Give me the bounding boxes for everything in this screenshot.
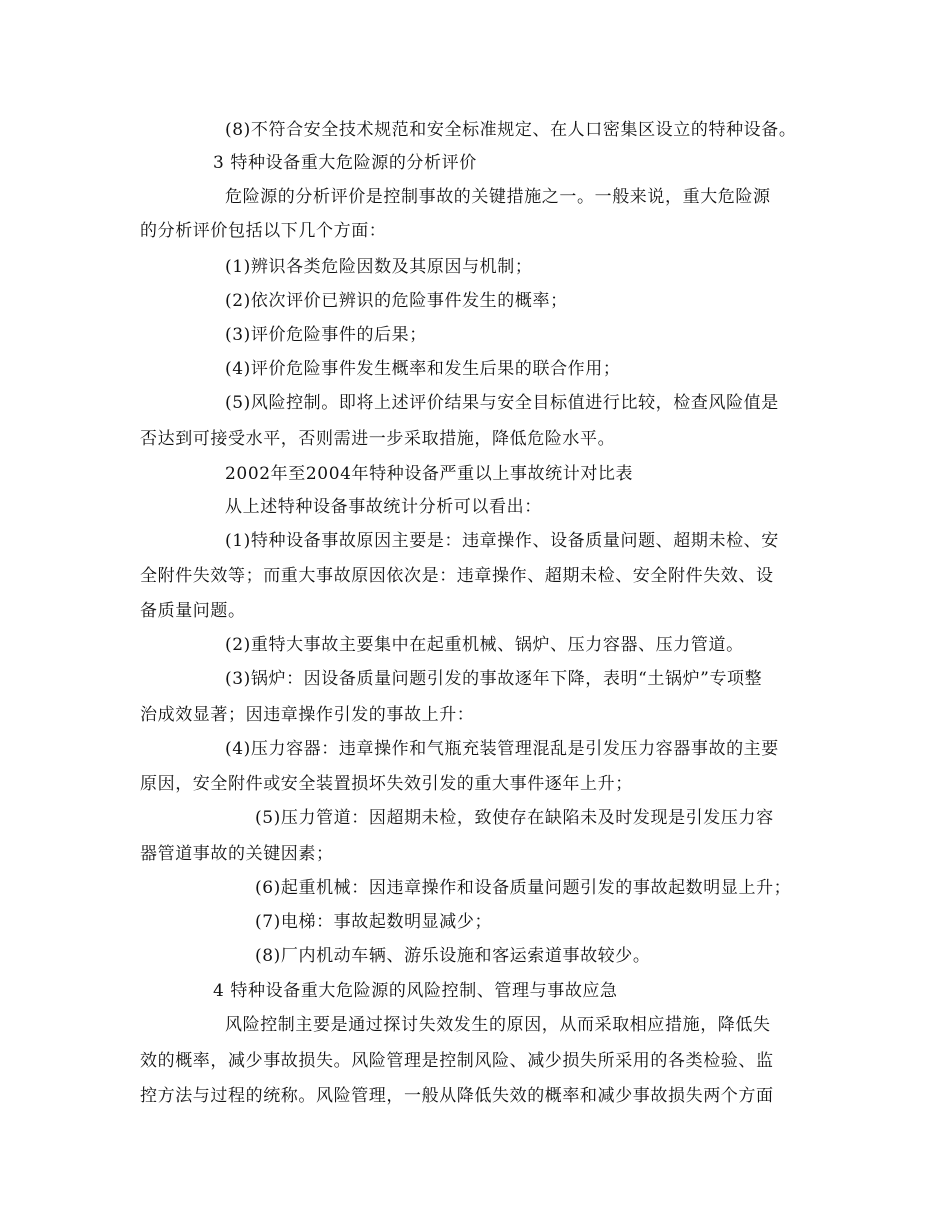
list-item: (5)风险控制。即将上述评价结果与安全目标值进行比较，检查风险值是 — [225, 393, 779, 413]
list-item: (1)辨识各类危险因数及其原因与机制； — [225, 257, 533, 277]
table-caption: 2002年至2004年特种设备严重以上事故统计对比表 — [225, 464, 634, 484]
paragraph-line: 治成效显著；因违章操作引发的事故上升： — [140, 705, 475, 725]
list-item: (2)依次评价已辨识的危险事件发生的概率； — [225, 291, 568, 311]
paragraph-line: 器管道事故的关键因素； — [140, 844, 334, 864]
list-item: (2)重特大事故主要集中在起重机械、锅炉、压力容器、压力管道。 — [225, 635, 744, 655]
list-item: (3)评价危险事件的后果； — [225, 325, 427, 345]
list-item: (6)起重机械：因违章操作和设备质量问题引发的事故起数明显上升； — [255, 878, 792, 898]
list-item: (4)压力容器：违章操作和气瓶充装管理混乱是引发压力容器事故的主要 — [225, 739, 779, 759]
paragraph-line: 原因，安全附件或安全装置损坏失效引发的重大事件逐年上升； — [140, 774, 633, 794]
paragraph-line: 的分析评价包括以下几个方面： — [140, 221, 387, 241]
list-item: (5)压力管道：因超期未检，致使存在缺陷未及时发现是引发压力容 — [255, 808, 774, 828]
paragraph-line: 备质量问题。 — [140, 601, 246, 621]
list-item: (1)特种设备事故原因主要是：违章操作、设备质量问题、超期未检、安 — [225, 531, 779, 551]
paragraph-line: 否达到可接受水平，否则需进一步采取措施，降低危险水平。 — [140, 429, 616, 449]
paragraph-line: 从上述特种设备事故统计分析可以看出： — [225, 497, 542, 517]
section-heading: 3 特种设备重大危险源的分析评价 — [213, 153, 477, 173]
paragraph-line: (8)不符合安全技术规范和安全标准规定、在人口密集区设立的特种设备。 — [225, 120, 797, 140]
list-item: (4)评价危险事件发生概率和发生后果的联合作用； — [225, 359, 621, 379]
list-item: (3)锅炉：因设备质量问题引发的事故逐年下降，表明“土锅炉”专项整 — [225, 669, 763, 689]
paragraph-line: 控方法与过程的统称。风险管理，一般从降低失效的概率和减少事故损失两个方面 — [140, 1086, 774, 1106]
paragraph-line: 危险源的分析评价是控制事故的关键措施之一。一般来说，重大危险源 — [225, 187, 771, 207]
list-item: (7)电梯：事故起数明显减少； — [255, 912, 493, 932]
paragraph-line: 风险控制主要是通过探讨失效发生的原因，从而采取相应措施，降低失 — [225, 1015, 771, 1035]
section-heading: 4 特种设备重大危险源的风险控制、管理与事故应急 — [213, 981, 618, 1001]
paragraph-line: 全附件失效等；而重大事故原因依次是：违章操作、超期未检、安全附件失效、设 — [140, 566, 774, 586]
paragraph-line: 效的概率，减少事故损失。风险管理是控制风险、减少损失所采用的各类检验、监 — [140, 1051, 774, 1071]
list-item: (8)厂内机动车辆、游乐设施和客运索道事故较少。 — [255, 946, 651, 966]
